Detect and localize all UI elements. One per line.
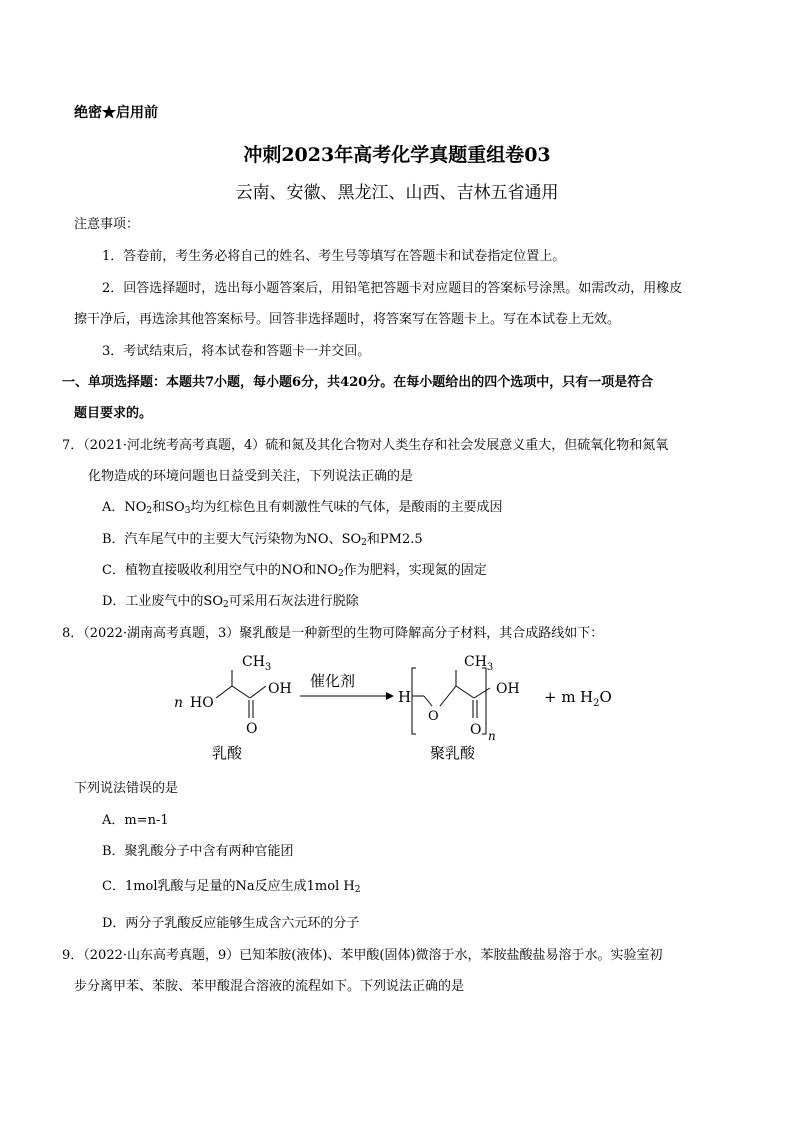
notice-item-3: 3．考试结束后，将本试卷和答题卡一并交回。 — [102, 344, 371, 359]
question-8-option-d: D．两分子乳酸反应能够生成含六元环的分子 — [102, 916, 360, 931]
polymer-bond-3 — [456, 686, 474, 698]
question-9-line-2: 步分离甲苯、苯胺、苯甲酸混合溶液的流程如下。下列说法正确的是 — [74, 979, 465, 994]
lactic-bond-3 — [250, 686, 266, 698]
notice-item-2-line-2: 擦干净后，再选涂其他答案标号。回答非选择题时，将答案写在答题卡上。写在本试卷上无效。 — [74, 312, 621, 327]
polymer-co-o-label: O — [470, 722, 482, 738]
polymer-oh-label: OH — [496, 681, 520, 697]
polymer-bond-o1 — [424, 696, 432, 706]
question-8-stem: 下列说法错误的是 — [74, 781, 179, 796]
lactic-ho-label: HO — [190, 695, 214, 711]
question-7-option-a: A．$NO_2$和$SO_3$均为红棕色且有刺激性气味的气体，是酸雨的主要成因 — [102, 500, 503, 516]
polymer-left-bracket — [412, 668, 416, 734]
polylactic-acid-reaction-scheme — [160, 648, 640, 768]
polymer-n-subscript: n — [488, 729, 496, 743]
water-label: $H_2O$ — [580, 688, 612, 709]
secret-label: 绝密★启用前 — [74, 105, 158, 121]
question-7-option-b: B．汽车尾气中的主要大气污染物为NO、$SO_2$和PM2.5 — [102, 532, 423, 548]
notice-title: 注意事项： — [74, 217, 140, 232]
lactic-bond-1 — [216, 686, 232, 698]
lactic-acid-caption: 乳酸 — [212, 744, 243, 762]
polymer-o-label: O — [428, 709, 439, 724]
polylactic-acid-caption: 聚乳酸 — [430, 744, 476, 762]
plus-m-label: + m — [544, 688, 576, 706]
polymer-h-label: H — [398, 688, 412, 706]
question-7-option-d: D．工业废气中的$SO_2$可采用石灰法进行脱除 — [102, 594, 359, 610]
question-8-option-b: B．聚乳酸分子中含有两种官能团 — [102, 844, 294, 859]
question-7-option-c: C．植物直接吸收利用空气中的NO和$NO_2$作为肥料，实现氮的固定 — [102, 563, 487, 579]
polymer-bond-o2 — [440, 686, 456, 706]
polymer-bond-4 — [474, 688, 490, 698]
question-8-option-a: A．m=n-1 — [102, 813, 169, 828]
lactic-o-label: O — [246, 721, 258, 737]
section-heading-line-2: 题目要求的。 — [74, 406, 153, 421]
section-heading-line-1: 一、单项选择题：本题共7小题，每小题6分，共420分。在每小题给出的四个选项中，只有一项是符合 — [62, 375, 654, 390]
question-8-line-1: 8．（2022·湖南高考真题，3）聚乳酸是一种新型的生物可降解高分子材料，其合成路线如下： — [62, 626, 604, 641]
polymer-right-bracket — [482, 668, 486, 734]
lactic-oh-label: OH — [268, 681, 292, 697]
notice-item-1: 1．答卷前，考生务必将自己的姓名、考生号等填写在答题卡和试卷指定位置上。 — [102, 249, 566, 264]
notice-item-2-line-1: 2．回答选择题时，选出每小题答案后，用铅笔把答题卡对应题目的答案标号涂黑。如需改动，用橡皮 — [102, 281, 683, 296]
reaction-arrow-head — [386, 692, 394, 700]
polymer-ch3-label: $CH_3$ — [464, 654, 494, 673]
coefficient-n: n — [174, 695, 184, 711]
question-8-option-c: C．1mol乳酸与足量的Na反应生成1mol $H_2$ — [102, 879, 361, 895]
catalyst-label: 催化剂 — [310, 672, 356, 690]
question-9-line-1: 9．（2022·山东高考真题，9）已知苯胺(液体)、苯甲酸(固体)微溶于水，苯胺盐酸盐易溶于水。实验室初 — [62, 948, 663, 963]
lactic-bond-2 — [232, 686, 250, 698]
exam-subtitle: 云南、安徽、黑龙江、山西、吉林五省通用 — [235, 183, 559, 203]
exam-title: 冲刺2023年高考化学真题重组卷03 — [243, 144, 551, 166]
lactic-ch3-label: $CH_3$ — [242, 654, 272, 673]
question-7-line-1: 7．（2021·河北统考高考真题，4）硫和氮及其化合物对人类生存和社会发展意义重大，但硫氧化物和氮氧 — [62, 438, 669, 453]
question-7-line-2: 化物造成的环境问题也日益受到关注，下列说法正确的是 — [88, 469, 414, 484]
